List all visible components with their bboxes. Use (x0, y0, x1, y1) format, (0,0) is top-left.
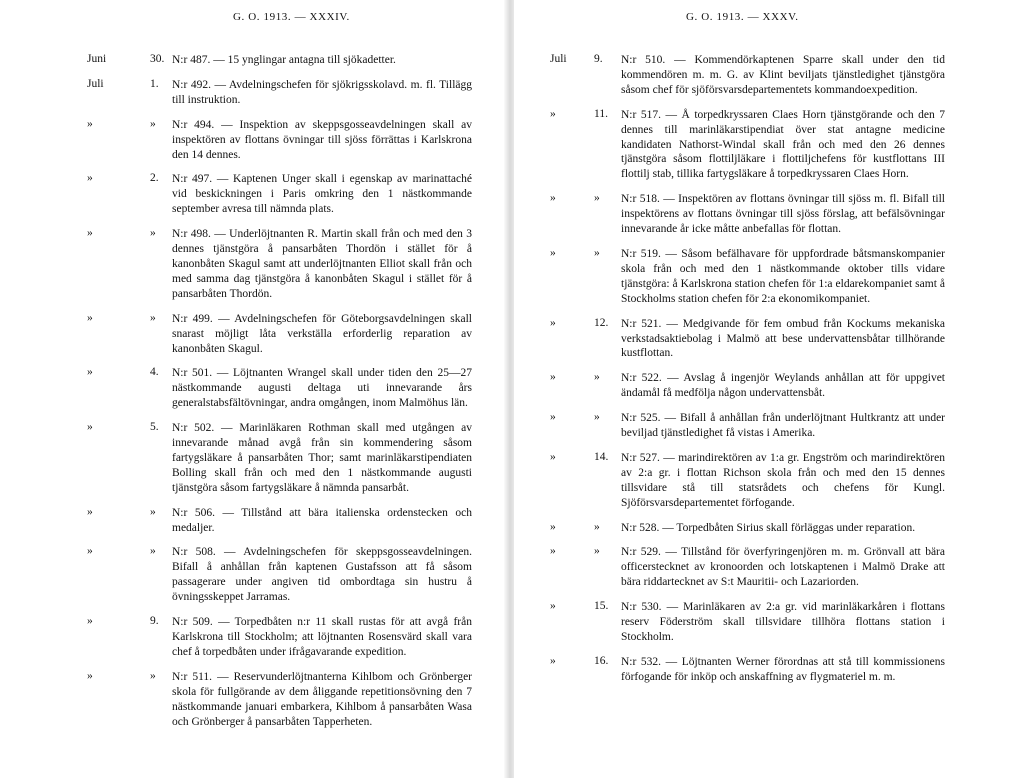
order-entry (514, 108, 1024, 183)
order-entry (0, 615, 512, 660)
entry-month: » (550, 520, 556, 533)
entry-day: » (150, 545, 156, 558)
entry-text: N:r 509. — Torpedbåten n:r 11 skall rustas för att avgå från Karlskrona till Stockholm; att löjtnanten Rosensvärd skall vara chef å torpedbåten under ifrågavarande expedition. (172, 616, 472, 658)
order-entry (0, 366, 512, 411)
entry-month: » (87, 615, 93, 628)
entry-text: N:r 501. — Löjtnanten Wrangel skall under tiden den 25—27 nästkommande augusti deltaga uti innevarande års generalstabsfältövningar, andra omgången, inom Malmöhus län. (172, 367, 472, 410)
entry-day: » (594, 411, 600, 424)
order-entry (0, 227, 512, 302)
order-entry (0, 78, 512, 108)
entry-day: » (594, 371, 600, 384)
entry-month: » (87, 117, 93, 130)
entry-month: » (550, 192, 556, 205)
entry-text: N:r 521. — Medgivande för fem ombud från Kockums mekaniska verkstadsaktiebolag i Malmö att bese undervattensbåtar tillhörande kustflottan. (621, 317, 945, 360)
entry-day: » (150, 117, 156, 130)
entry-day: » (594, 246, 600, 259)
entry-day: 1. (150, 77, 159, 90)
entry-month: » (87, 545, 93, 558)
order-entry (514, 655, 1024, 685)
entry-day: 30. (150, 53, 165, 65)
entry-text: N:r 494. — Inspektion av skeppsgosseavdelningen skall av inspektören av flottans övningar till sjöss förrättas i Karlskrona den 14 dennes. (172, 118, 472, 161)
entry-month: » (87, 227, 93, 240)
entry-month: Juli (550, 53, 567, 65)
right-page (514, 0, 1024, 778)
order-entry (514, 371, 1024, 401)
entry-day: 4. (150, 366, 159, 379)
entry-text: N:r 519. — Såsom befälhavare för uppfordrade båtsmanskompanier skola från och med den 1 nästkommande oktober tills vidare tjänstgöra: å Karlskrona station chefen för 1:a eldarekompaniet samt å Stockholms station chefen för 2:a ekonomikompaniet. (621, 247, 945, 305)
entry-day: » (150, 505, 156, 518)
entry-month: » (550, 246, 556, 259)
entry-text: N:r 508. — Avdelningschefen för skeppsgosseavdelningen. Bifall å anhållan från kaptenen Gustafsson att få såsom passagerare under angiven tid ombordtaga sin hustru å övningsskeppet Jarramas. (172, 546, 472, 604)
entry-day: » (150, 311, 156, 324)
order-entry (0, 421, 512, 496)
entry-month: » (87, 421, 93, 434)
entry-month: » (550, 316, 556, 329)
order-entry (514, 411, 1024, 441)
entry-text: N:r 517. — Å torpedkryssaren Claes Horn tjänstgörande och den 7 dennes till marinläkarstipendiat över stat antagne medicine kandidaten Nathorst-Windal skall från och med den 26 dennes tjänstgöra såsom flottiljläkare i flottiljchefens för kustflottans III flottilj stab, tillika fartygsläkare å torpedkryssaren Claes Horn. (621, 108, 945, 181)
order-entry (514, 317, 1024, 362)
order-entry (0, 312, 512, 357)
entry-month: » (550, 371, 556, 384)
entry-day: 11. (594, 107, 608, 120)
entry-month: » (550, 411, 556, 424)
entry-text: N:r 532. — Löjtnanten Werner förordnas att stå till kommissionens förfogande för inköp och anskaffning av flygmateriel m. m. (621, 655, 945, 683)
entry-month: » (550, 545, 556, 558)
order-entry (514, 192, 1024, 237)
entry-day: » (594, 520, 600, 533)
page-header: G. O. 1913. — XXXV. (686, 11, 799, 23)
order-entry (0, 172, 512, 217)
entry-text: N:r 528. — Torpedbåten Sirius skall förläggas under reparation. (621, 521, 916, 534)
order-entry (514, 600, 1024, 645)
order-entry (0, 118, 512, 163)
order-entry (514, 247, 1024, 307)
entry-day: 9. (150, 615, 159, 628)
entry-list (0, 53, 512, 739)
entry-day: » (150, 669, 156, 682)
order-entry (0, 545, 512, 605)
entry-month: Juni (87, 53, 107, 65)
entry-text: N:r 529. — Tillstånd för överfyringenjören m. m. Grönvall att bära officerstecknet av kronoorden och lotskaptenen i Malmö Drake att bära riddartecknet av S:t Mauritii- och Lazariorden. (621, 546, 945, 589)
entry-text: N:r 511. — Reservunderlöjtnanterna Kihlbom och Grönberger skola för fullgörande av dem åliggande repetitionsövning den 7 nästkommande januari embarkera, Kihlbom å pansarbåten Wasa och Grönberger å pansarbåten Tapperheten. (172, 670, 472, 728)
entry-text: N:r 527. — marindirektören av 1:a gr. Engström och marindirektören av 2:a gr. i flottan Richson skola från och med den 15 dennes tillsvidare stå till statsrådets och chefens för Kungl. Sjöförsvarsdepartementet förfogande. (621, 451, 945, 509)
entry-month: » (550, 107, 556, 120)
entry-month: » (550, 654, 556, 667)
entry-day: 9. (594, 53, 603, 65)
order-entry (514, 545, 1024, 590)
entry-day: 5. (150, 421, 159, 434)
entry-text: N:r 506. — Tillstånd att bära italienska ordenstecken och medaljer. (172, 506, 472, 534)
entry-text: N:r 525. — Bifall å anhållan från underlöjtnant Hultkrantz att under beviljad tjänstledighet få vistas i Amerika. (621, 412, 945, 440)
entry-text: N:r 522. — Avslag å ingenjör Weylands anhållan att för uppgivet ändamål få medfölja någon undervattensbåt. (621, 372, 945, 400)
entry-month: » (87, 505, 93, 518)
entry-list (514, 53, 1024, 695)
entry-month: Juli (87, 77, 104, 90)
entry-text: N:r 530. — Marinläkaren av 2:a gr. vid marinläkarkåren i flottans reserv Föderström skall tillsvidare tillhöra flottans station i Stockholm. (621, 601, 945, 643)
entry-text: N:r 492. — Avdelningschefen för sjökrigsskolavd. m. fl. Tillägg till instruktion. (172, 78, 472, 106)
entry-month: » (550, 600, 556, 613)
entry-day: 14. (594, 450, 609, 463)
entry-day: 16. (594, 654, 609, 667)
order-entry (0, 670, 512, 730)
entry-day: 12. (594, 316, 609, 329)
entry-day: » (594, 192, 600, 205)
entry-day: » (594, 545, 600, 558)
entry-month: » (87, 669, 93, 682)
order-entry (0, 506, 512, 536)
entry-month: » (87, 311, 93, 324)
entry-text: N:r 487. — 15 ynglingar antagna till sjökadetter. (172, 54, 396, 66)
order-entry (514, 451, 1024, 511)
entry-day: 15. (594, 600, 609, 613)
entry-day: » (150, 227, 156, 240)
entry-day: 2. (150, 172, 159, 185)
entry-month: » (550, 450, 556, 463)
entry-text: N:r 502. — Marinläkaren Rothman skall med utgången av innevarande månad avgå från sin kommendering såsom fartygsläkare å pansarbåten Thor; samt marinläkarstipendiaten Bolling skall från och med den 1 nästkommande augusti tjänstgöra såsom fartygsläkare å nämnda pansarbåt. (172, 422, 472, 494)
page-header: G. O. 1913. — XXXIV. (233, 11, 350, 23)
order-entry (514, 521, 1024, 536)
entry-text: N:r 510. — Kommendörkaptenen Sparre skall under den tid kommendören m. m. G. av Klint beviljats tjänstledighet tjänstgöra såsom chef för sjöförsvarsdepartementets kommandoexpedition. (621, 54, 945, 96)
entry-month: » (87, 172, 93, 185)
entry-month: » (87, 366, 93, 379)
order-entry (0, 53, 512, 68)
entry-text: N:r 518. — Inspektören av flottans övningar till sjöss m. fl. Bifall till inspektörens av flottans övningar till sjöss förslag, att befälsövningar innevarande år icke måtte anbefallas för flottan. (621, 193, 945, 236)
order-entry (514, 53, 1024, 98)
entry-text: N:r 498. — Underlöjtnanten R. Martin skall från och med den 3 dennes tjänstgöra å pansarbåten Thordön i stället för å kanonbåten Skagul samt att underlöjtnanten Elliot skall från och med samma dag tjänstgöra å kanonbåten Skagul i stället för å pansarbåten Thordön. (172, 228, 472, 300)
entry-text: N:r 497. — Kaptenen Unger skall i egenskap av marinattaché vid beskickningen i Paris omkring den 1 nästkommande september avresa till nämnda plats. (172, 173, 472, 216)
entry-text: N:r 499. — Avdelningschefen för Göteborgsavdelningen skall snarast möjligt låta verkställa erforderlig reparation av kanonbåten Skagul. (172, 312, 472, 355)
